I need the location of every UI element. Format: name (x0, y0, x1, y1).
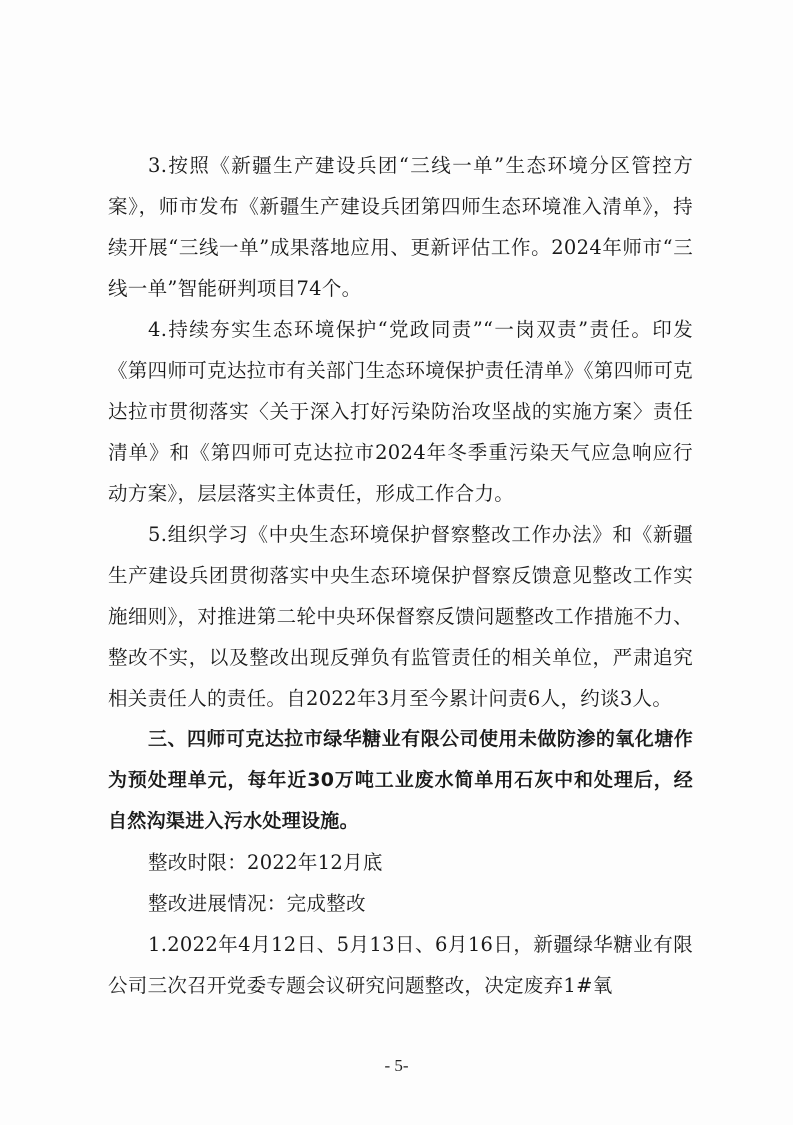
page-number: - 5- (384, 1056, 409, 1075)
rectification-progress: 整改进展情况：完成整改 (148, 892, 366, 915)
rectification-deadline: 整改时限：2022年12月底 (148, 851, 383, 874)
paragraph-item-3: 3.按照《新疆生产建设兵团“三线一单”生态环境分区管控方案》，师市发布《新疆生产建设兵团第四师生态环境准入清单》，持续开展“三线一单”成果落地应用、更新评估工作。2024年师市“三线一单”智能研判项目74个。 (108, 154, 693, 300)
paragraph-item-1: 1.2022年4月12日、5月13日、6月16日，新疆绿华糖业有限公司三次召开党委专题会议研究问题整改，决定废弃1#氧 (108, 933, 693, 997)
paragraph-item-5: 5.组织学习《中央生态环境保护督察整改工作办法》和《新疆生产建设兵团贯彻落实中央生态环境保护督察反馈意见整改工作实施细则》，对推进第二轮中央环保督察反馈问题整改工作措施不力、整改不实，以及整改出现反弹负有监管责任的相关单位，严肃追究相关责任人的责任。自2022年3月至今累计问责6人，约谈3人。 (108, 523, 693, 710)
paragraph-item-4: 4.持续夯实生态环境保护“党政同责”“一岗双责”责任。印发《第四师可克达拉市有关部门生态环境保护责任清单》《第四师可克达拉市贯彻落实〈关于深入打好污染防治攻坚战的实施方案〉责任清单》和《第四师可克达拉市2024年冬季重污染天气应急响应行动方案》，层层落实主体责任，形成工作合力。 (108, 318, 693, 505)
document-body (108, 145, 693, 1006)
section-heading: 三、四师可克达拉市绿华糖业有限公司使用未做防渗的氧化塘作为预处理单元，每年近30万吨工业废水简单用石灰中和处理后，经自然沟渠进入污水处理设施。 (108, 728, 693, 832)
